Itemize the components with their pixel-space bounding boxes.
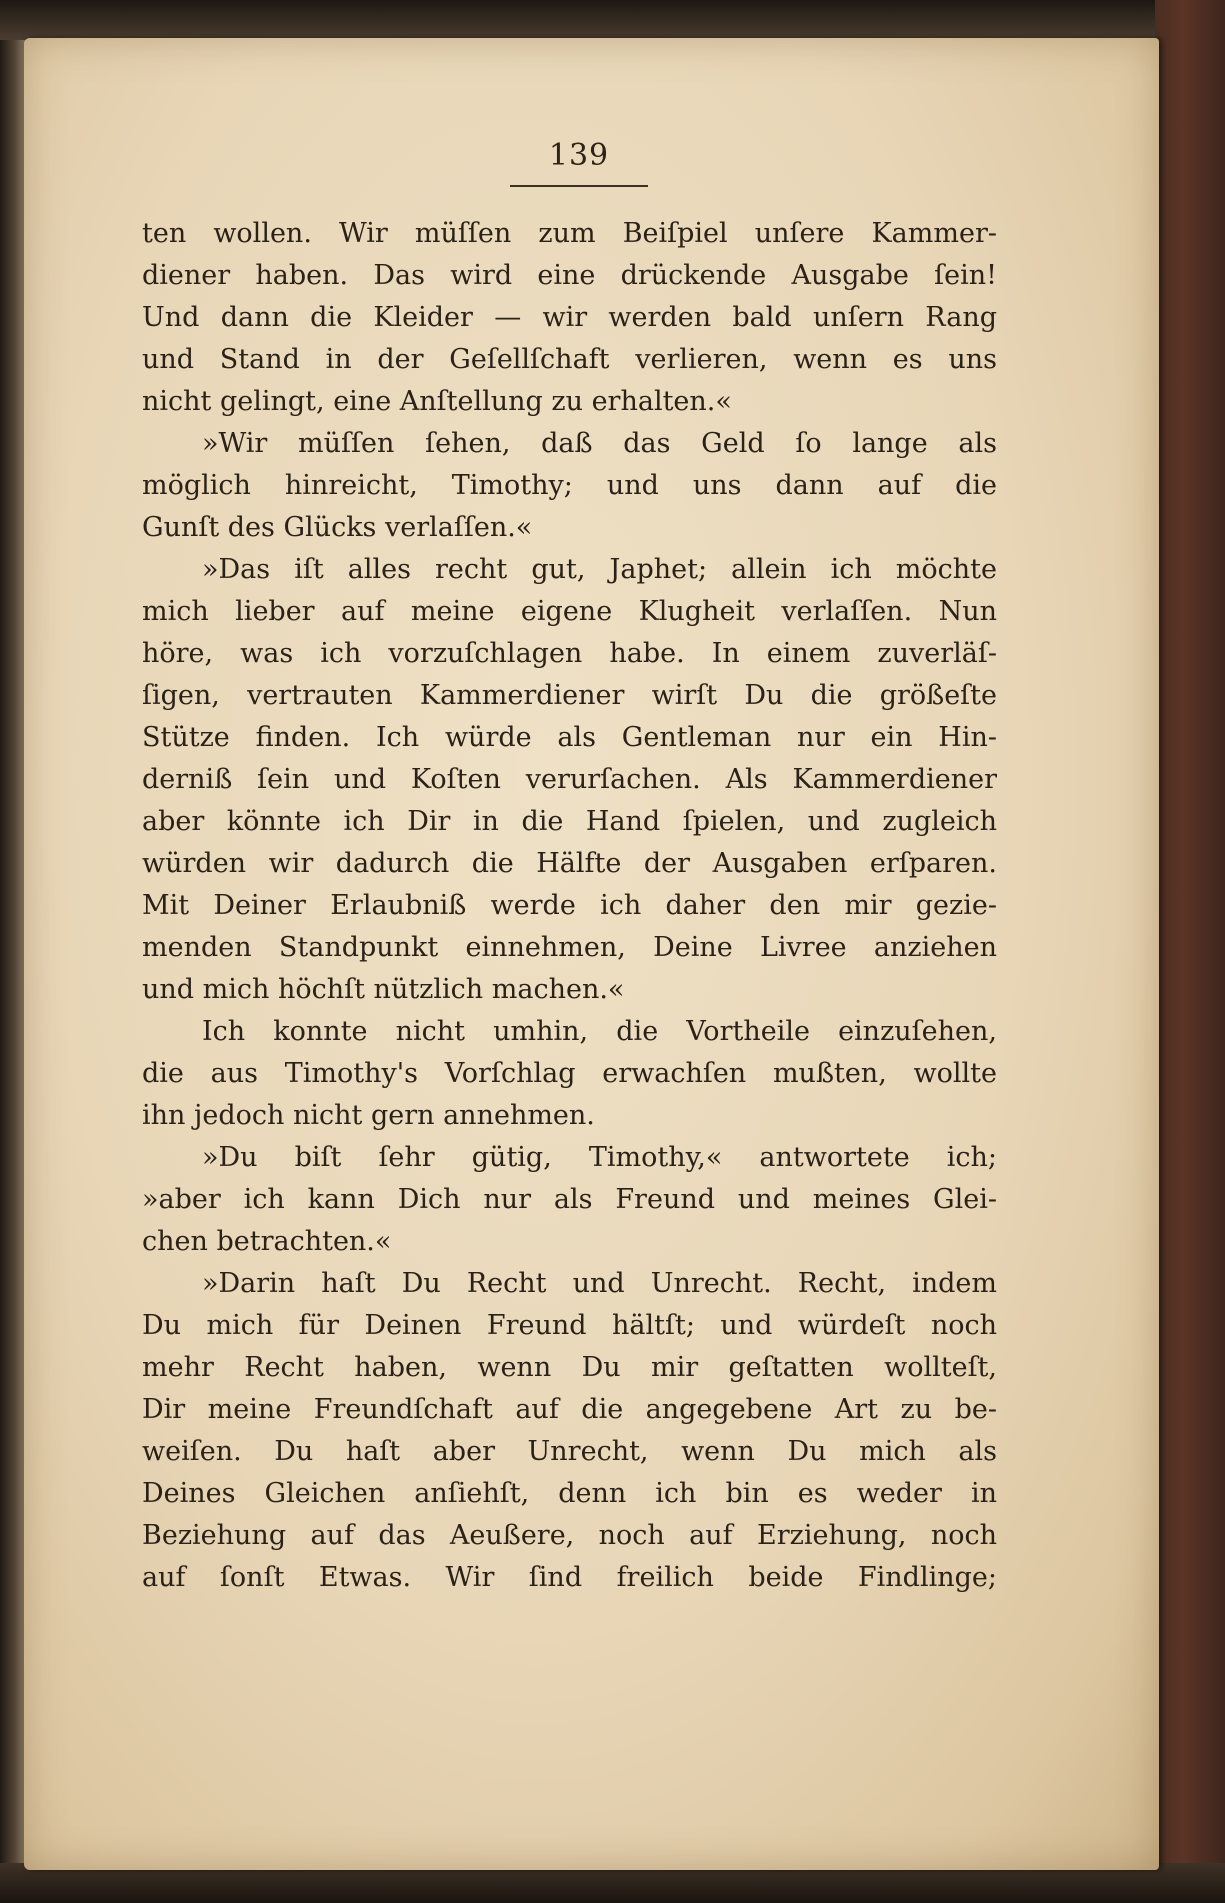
text-line: würden wir dadurch die Hälfte der Ausgaben erſparen. (142, 848, 997, 879)
text-line: »Wir müſſen ſehen, daß das Geld ſo lange als (202, 428, 997, 459)
text-line: »Das iſt alles recht gut, Japhet; allein ich möchte (202, 554, 997, 585)
text-line: die aus Timothy's Vorſchlag erwachſen mußten, wollte (142, 1058, 997, 1089)
text-line: menden Standpunkt einnehmen, Deine Livree anziehen (142, 932, 997, 963)
book-spine-edge (0, 40, 26, 1880)
book-page (24, 38, 1159, 1870)
text-line: höre, was ich vorzuſchlagen habe. In einem zuverläſ- (142, 638, 997, 669)
text-line: »aber ich kann Dich nur als Freund und meines Glei- (142, 1184, 997, 1215)
text-line: diener haben. Das wird eine drückende Ausgabe ſein! (142, 260, 997, 291)
text-line: ten wollen. Wir müſſen zum Beiſpiel unſere Kammer- (142, 218, 997, 249)
text-line: Mit Deiner Erlaubniß werde ich daher den mir gezie- (142, 890, 997, 921)
text-line: ſigen, vertrauten Kammerdiener wirſt Du die größeſte (142, 680, 997, 711)
text-line: aber könnte ich Dir in die Hand ſpielen, und zugleich (142, 806, 997, 837)
body-text (142, 213, 997, 1599)
text-line: Gunſt des Glücks verlaſſen.« (142, 512, 533, 543)
text-line: Deines Gleichen anſiehſt, denn ich bin es weder in (142, 1478, 997, 1509)
text-line: »Du biſt ſehr gütig, Timothy,« antwortete ich; (202, 1142, 997, 1173)
text-line: möglich hinreicht, Timothy; und uns dann auf die (142, 470, 997, 501)
text-line: und Stand in der Geſellſchaft verlieren, wenn es uns (142, 344, 997, 375)
text-line: weiſen. Du haſt aber Unrecht, wenn Du mich als (142, 1436, 997, 1467)
text-line: ihn jedoch nicht gern annehmen. (142, 1100, 595, 1131)
page-number: 139 (548, 138, 610, 173)
top-edge (0, 0, 1225, 40)
text-line: Stütze finden. Ich würde als Gentleman nur ein Hin- (142, 722, 997, 753)
text-line: Beziehung auf das Aeußere, noch auf Erziehung, noch (142, 1520, 997, 1551)
text-line: mich lieber auf meine eigene Klugheit verlaſſen. Nun (142, 596, 997, 627)
book-cover-edge (1155, 0, 1225, 1903)
text-line: »Darin haſt Du Recht und Unrecht. Recht, indem (202, 1268, 997, 1299)
text-line: Und dann die Kleider — wir werden bald unſern Rang (142, 302, 997, 333)
text-line: Du mich für Deinen Freund hältſt; und würdeſt noch (142, 1310, 997, 1341)
text-line: und mich höchſt nützlich machen.« (142, 974, 625, 1005)
text-line: Ich konnte nicht umhin, die Vortheile einzuſehen, (202, 1016, 997, 1047)
text-line: derniß ſein und Koſten verurſachen. Als Kammerdiener (142, 764, 997, 795)
text-line: mehr Recht haben, wenn Du mir geſtatten wollteſt, (142, 1352, 997, 1383)
text-line: nicht gelingt, eine Anſtellung zu erhalten.« (142, 386, 732, 417)
text-line: chen betrachten.« (142, 1226, 392, 1257)
text-line: auf ſonſt Etwas. Wir ſind freilich beide Findlinge; (142, 1562, 997, 1593)
text-line: Dir meine Freundſchaft auf die angegebene Art zu be- (142, 1394, 997, 1425)
page-number-rule (510, 185, 648, 187)
